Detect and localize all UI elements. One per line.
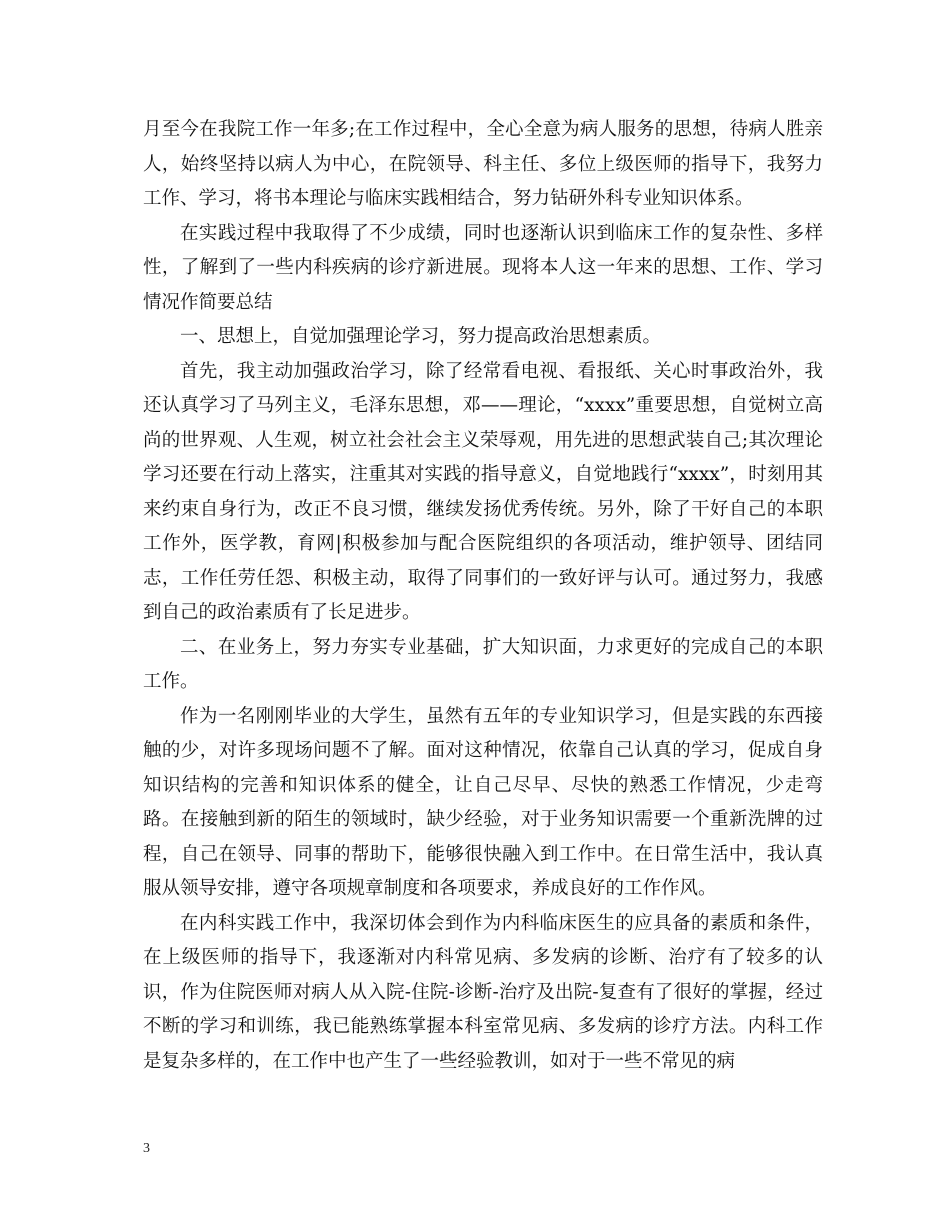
- section-heading-2: 二、在业务上，努力夯实专业基础，扩大知识面，力求更好的完成自己的本职工作。: [143, 636, 823, 692]
- paragraph-5: 在内科实践工作中，我深切体会到作为内科临床医生的应具备的素质和条件，在上级医师的指导下，我逐渐对内科常见病、多发病的诊断、治疗有了较多的认识，作为住院医师对病人从入院-住院-诊断-治疗及出院-复查有了很好的掌握，经过不断的学习和训练，我已能熟练掌握本科室常见病、多发病的诊疗方法。内科工作是复杂多样的，在工作中也产生了一些经验教训，如对于一些不常见的病: [143, 912, 823, 1072]
- paragraph-4: 作为一名刚刚毕业的大学生，虽然有五年的专业知识学习，但是实践的东西接触的少，对许多现场问题不了解。面对这种情况，依靠自己认真的学习，促成自身知识结构的完善和知识体系的健全，让自己尽早、尽快的熟悉工作情况，少走弯路。在接触到新的陌生的领域时，缺少经验，对于业务知识需要一个重新洗牌的过程，自己在领导、同事的帮助下，能够很快融入到工作中。在日常生活中，我认真服从领导安排，遵守各项规章制度和各项要求，养成良好的工作作风。: [143, 705, 823, 899]
- paragraph-1: 月至今在我院工作一年多;在工作过程中，全心全意为病人服务的思想，待病人胜亲人，始终坚持以病人为中心，在院领导、科主任、多位上级医师的指导下，我努力工作、学习，将书本理论与临床实践相结合，努力钻研外科专业知识体系。: [143, 119, 823, 209]
- page-number: 3: [143, 1141, 150, 1156]
- section-heading-1: 一、思想上，自觉加强理论学习，努力提高政治思想素质。: [180, 326, 662, 347]
- paragraph-3: 首先，我主动加强政治学习，除了经常看电视、看报纸、关心时事政治外，我还认真学习了马列主义，毛泽东思想，邓——理论，“xxxx”重要思想，自觉树立高尚的世界观、人生观，树立社会社会主义荣辱观，用先进的思想武装自己;其次理论学习还要在行动上落实，注重其对实践的指导意义，自觉地践行“xxxx”，时刻用其来约束自身行为，改正不良习惯，继续发扬优秀传统。另外，除了干好自己的本职工作外，医学教，育网|积极参加与配合医院组织的各项活动，维护领导、团结同志，工作任劳任怨、积极主动，取得了同事们的一致好评与认可。通过努力，我感到自己的政治素质有了长足进步。: [143, 360, 823, 623]
- paragraph-2: 在实践过程中我取得了不少成绩，同时也逐渐认识到临床工作的复杂性、多样性，了解到了一些内科疾病的诊疗新进展。现将本人这一年来的思想、工作、学习情况作简要总结: [143, 222, 823, 313]
- document-body: [143, 113, 823, 1079]
